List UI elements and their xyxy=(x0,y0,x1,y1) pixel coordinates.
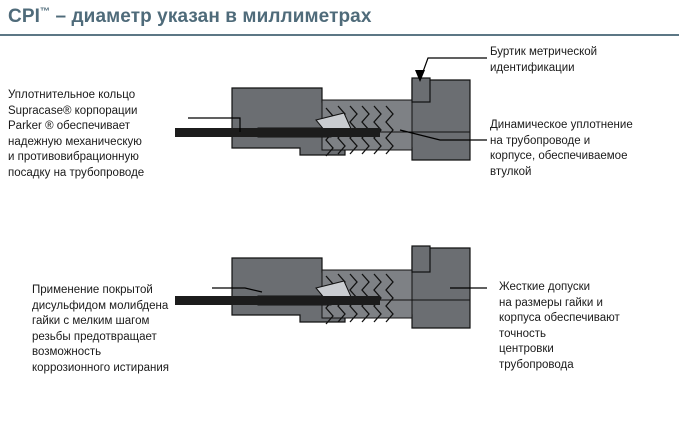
callout-moly-nut-line-1: дисульфидом молибдена xyxy=(32,299,169,312)
callout-dynamic-seal-line-1: на трубопроводе и xyxy=(490,134,591,147)
callout-moly-nut-line-4: возможность xyxy=(32,346,102,358)
callout-moly-nut-line-2: гайки с мелким шагом xyxy=(32,315,150,327)
top-assembly xyxy=(175,58,487,160)
callout-moly-nut xyxy=(32,283,212,376)
callout-moly-nut-line-0: Применение покрытой xyxy=(32,284,153,296)
page-title-main: CPI xyxy=(8,6,40,27)
callout-tolerances-line-4: центровки xyxy=(499,343,554,355)
callout-dynamic-seal-line-0: Динамическое уплотнение xyxy=(490,119,633,131)
callout-seal-ring-line-2: Parker ® обеспечивает xyxy=(8,120,131,132)
callout-seal-ring-line-5: посадку на трубопроводе xyxy=(8,166,145,179)
callout-seal-ring-line-4: и противовибрационную xyxy=(8,151,139,163)
callout-dynamic-seal-line-3: втулкой xyxy=(490,165,532,178)
callout-seal-ring xyxy=(8,88,193,181)
top-tube xyxy=(175,128,380,137)
callout-tolerances-line-1: на размеры гайки и xyxy=(499,296,603,309)
callout-seal-ring-line-0: Уплотнительное кольцо xyxy=(8,89,136,101)
trademark-symbol: ™ xyxy=(39,6,51,18)
top-metric-collar xyxy=(412,78,430,102)
callout-tolerances-line-0: Жесткие допуски xyxy=(499,281,591,293)
callout-seal-ring-line-1: Supracase® корпорации xyxy=(8,104,138,117)
callout-metric-collar-line-1: идентификации xyxy=(490,61,575,74)
callout-moly-nut-line-5: коррозионного истирания xyxy=(32,361,169,374)
callout-dynamic-seal-line-2: корпусе, обеспечиваемое xyxy=(490,150,628,162)
callout-tolerances xyxy=(499,280,674,373)
callout-moly-nut-line-3: резьбы предотвращает xyxy=(32,330,157,343)
callout-tolerances-line-2: корпуса обеспечивают xyxy=(499,312,620,324)
callout-dynamic-seal xyxy=(490,118,675,180)
callout-tolerances-line-3: точность xyxy=(499,327,547,340)
callout-metric-collar-line-0: Буртик метрической xyxy=(490,46,598,58)
page-title-rest: – диаметр указан в миллиметрах xyxy=(50,6,372,27)
callout-metric-collar xyxy=(490,45,670,76)
bottom-metric-collar xyxy=(412,246,430,272)
callout-tolerances-line-5: трубопровода xyxy=(499,358,574,371)
callout-seal-ring-line-3: надежную механическую xyxy=(8,135,142,148)
leader-metric-collar xyxy=(420,58,487,80)
bottom-assembly xyxy=(175,246,487,328)
